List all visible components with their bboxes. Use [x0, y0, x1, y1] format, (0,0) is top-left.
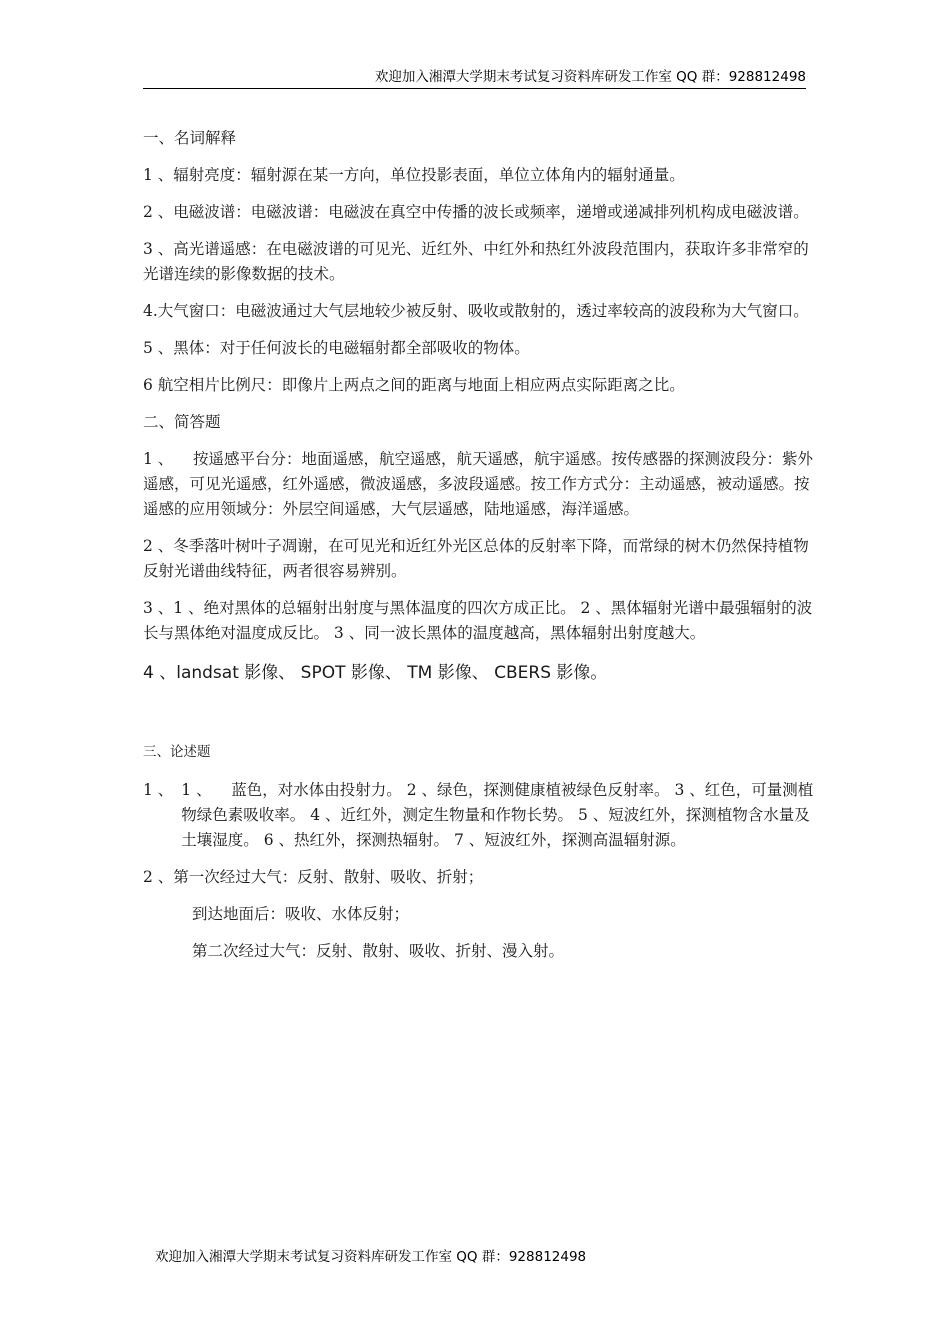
essay-item-2-line-3: 第二次经过大气：反射、散射、吸收、折射、漫入射。	[192, 942, 565, 960]
essay-item-1-body: 1 、 蓝色，对水体由投射力。 2 、绿色，探测健康植被绿色反射率。 3 、红色，可量测植物绿色素吸收率。 4 、近红外，测定生物量和作物长势。 5 、短波红外，探测植物含水量及土壤湿度。 6 、热红外，探测热辐射。 7 、短波红外，探测高温辐射源。	[181, 781, 814, 849]
section3-heading: 三、论述题	[143, 744, 211, 760]
section2-heading: 二、简答题	[143, 413, 221, 431]
short-answer-item-1: 1 、 按遥感平台分：地面遥感，航空遥感，航天遥感，航宇遥感。按传感器的探测波段分：紫外遥感，可见光遥感，红外遥感，微波遥感，多波段遥感。按工作方式分：主动遥感，被动遥感。按遥感的应用领域分：外层空间遥感，大气层遥感，陆地遥感，海洋遥感。	[143, 450, 813, 518]
short-answer-item-2: 2 、冬季落叶树叶子凋谢，在可见光和近红外光区总体的反射率下降，而常绿的树木仍然保持植物反射光谱曲线特征，两者很容易辨别。	[143, 537, 809, 580]
definition-item-6: 6 航空相片比例尺：即像片上两点之间的距离与地面上相应两点实际距离之比。	[143, 376, 685, 394]
page-header: 欢迎加入湘潭大学期末考试复习资料库研发工作室 QQ 群：928812498	[143, 68, 806, 89]
definition-item-3: 3 、高光谱遥感：在电磁波谱的可见光、近红外、中红外和热红外波段范围内，获取许多非常窄的光谱连续的影像数据的技术。	[143, 240, 809, 283]
short-answer-item-4: 4 、landsat 影像、 SPOT 影像、 TM 影像、 CBERS 影像。	[143, 663, 608, 683]
definition-item-5: 5 、黑体：对于任何波长的电磁辐射都全部吸收的物体。	[143, 339, 530, 357]
essay-item-2-line-2: 到达地面后：吸收、水体反射；	[192, 905, 410, 923]
definition-item-2: 2 、电磁波谱：电磁波谱：电磁波在真空中传播的波长或频率，递增或递减排列机构成电磁波谱。	[143, 203, 809, 221]
essay-item-1-number: 1 、	[143, 781, 174, 799]
definition-item-1: 1 、辐射亮度：辐射源在某一方向，单位投影表面，单位立体角内的辐射通量。	[143, 166, 685, 184]
short-answer-item-3: 3 、1 、绝对黑体的总辐射出射度与黑体温度的四次方成正比。 2 、黑体辐射光谱中最强辐射的波长与黑体绝对温度成反比。 3 、同一波长黑体的温度越高，黑体辐射出射度越大。	[143, 599, 813, 642]
definition-item-4: 4.大气窗口：电磁波通过大气层地较少被反射、吸收或散射的，透过率较高的波段称为大气窗口。	[143, 302, 809, 320]
essay-item-2-line-1: 2 、第一次经过大气：反射、散射、吸收、折射；	[143, 868, 484, 886]
document-body	[143, 126, 815, 964]
page-footer: 欢迎加入湘潭大学期末考试复习资料库研发工作室 QQ 群：928812498	[155, 1249, 587, 1265]
section1-heading: 一、名词解释	[143, 129, 237, 147]
essay-item-1	[143, 778, 815, 853]
